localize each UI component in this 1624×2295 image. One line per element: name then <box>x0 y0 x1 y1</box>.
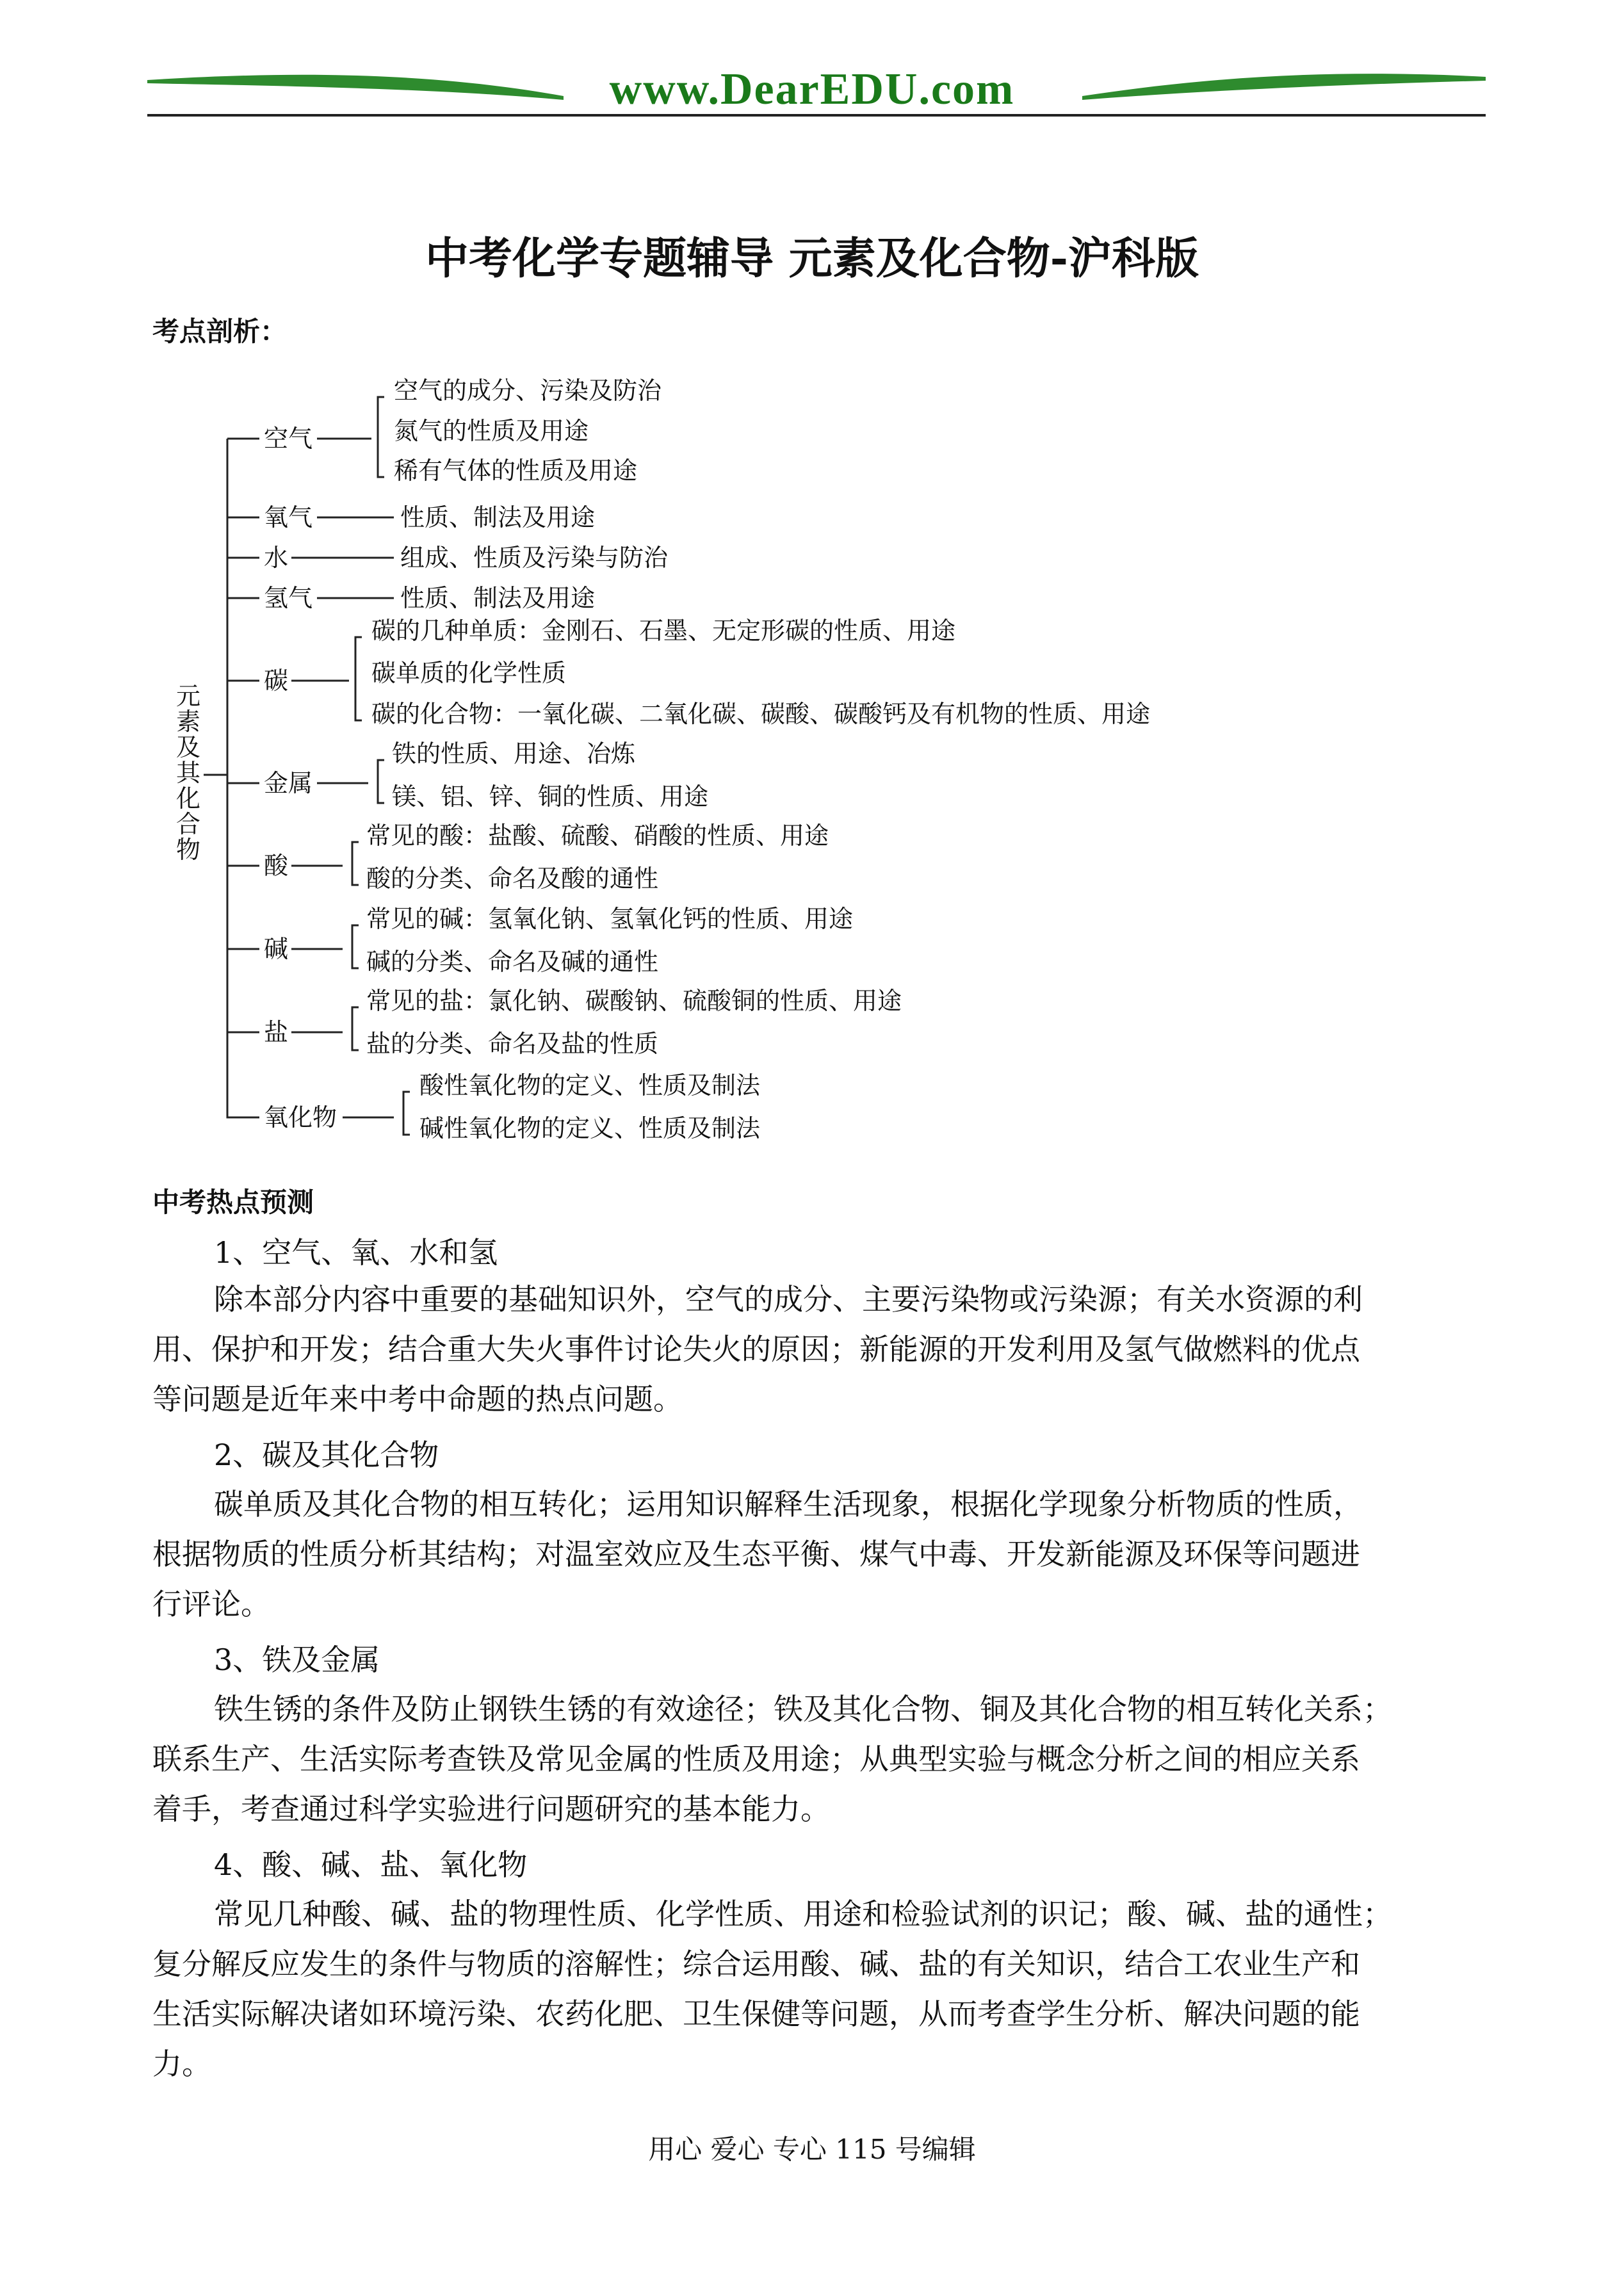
tree-root-char: 合 <box>176 810 201 838</box>
topic-paragraph-line: 力。 <box>152 2047 211 2081</box>
tree-root-char: 化 <box>176 784 201 813</box>
topic-paragraph-line: 复分解反应发生的条件与物质的溶解性；综合运用酸、碱、盐的有关知识，结合工农业生产和 <box>152 1947 1360 1981</box>
leaf-acid-2: 酸的分类、命名及酸的通性 <box>366 864 659 893</box>
topic-paragraph-line: 常见几种酸、碱、盐的物理性质、化学性质、用途和检验试剂的识记；酸、碱、盐的通性； <box>214 1897 1392 1931</box>
site-logo: www.DearEDU.com <box>609 65 1015 114</box>
branch-label-metal: 金属 <box>264 769 313 797</box>
section-heading-hotspots: 中考热点预测 <box>152 1187 314 1218</box>
topic-heading: 1、空气、氧、水和氢 <box>214 1235 498 1270</box>
tree-root-char: 素 <box>176 708 201 736</box>
branch-label-oxide: 氧化物 <box>264 1103 337 1131</box>
topic-paragraph-line: 铁生锈的条件及防止钢铁生锈的有效途径；铁及其化合物、铜及其化合物的相互转化关系； <box>214 1692 1392 1726</box>
branch-label-acid: 酸 <box>264 852 289 880</box>
section-heading-analysis: 考点剖析： <box>152 316 288 347</box>
topic-paragraph-line: 除本部分内容中重要的基础知识外，空气的成分、主要污染物或污染源；有关水资源的利 <box>214 1282 1363 1317</box>
topic-paragraph-line: 碳单质及其化合物的相互转化；运用知识解释生活现象，根据化学现象分析物质的性质， <box>214 1487 1363 1521</box>
tree-root-char: 及 <box>176 733 201 761</box>
leaf-hydrogen-1: 性质、制法及用途 <box>400 584 596 612</box>
topic-paragraph-line: 等问题是近年来中考中命题的热点问题。 <box>152 1382 683 1416</box>
topic-paragraph-line: 用、保护和开发；结合重大失火事件讨论失火的原因；新能源的开发利用及氢气做燃料的优点 <box>152 1332 1360 1366</box>
leaf-air-1: 空气的成分、污染及防治 <box>394 377 662 405</box>
topic-paragraph-line: 根据物质的性质分析其结构；对温室效应及生态平衡、煤气中毒、开发新能源及环保等问题进 <box>152 1537 1360 1571</box>
page-footer: 用心 爱心 专心 115 号编辑 <box>648 2134 976 2165</box>
branch-label-carbon: 碳 <box>264 667 289 695</box>
leaf-carbon-2: 碳单质的化学性质 <box>371 659 567 687</box>
branch-label-water: 水 <box>264 544 289 572</box>
topic-paragraph-line: 行评论。 <box>152 1587 270 1621</box>
leaf-air-3: 稀有气体的性质及用途 <box>394 457 638 485</box>
branch-label-hydrogen: 氢气 <box>264 584 313 612</box>
topic-heading: 4、酸、碱、盐、氧化物 <box>214 1847 528 1882</box>
leaf-salt-2: 盐的分类、命名及盐的性质 <box>366 1030 659 1058</box>
topic-paragraph-line: 着手，考查通过科学实验进行问题研究的基本能力。 <box>152 1792 830 1826</box>
branch-label-base: 碱 <box>264 935 289 963</box>
page-title: 中考化学专题辅导 元素及化合物-沪科版 <box>425 233 1199 284</box>
leaf-metal-2: 镁、铝、锌、铜的性质、用途 <box>392 783 709 811</box>
tree-root-char: 元 <box>176 682 201 710</box>
leaf-air-2: 氮气的性质及用途 <box>394 417 589 445</box>
branch-label-salt: 盐 <box>264 1018 289 1046</box>
topic-heading: 3、铁及金属 <box>214 1642 380 1677</box>
leaf-carbon-1: 碳的几种单质：金刚石、石墨、无定形碳的性质、用途 <box>371 617 956 645</box>
topic-paragraph-line: 联系生产、生活实际考查铁及常见金属的性质及用途；从典型实验与概念分析之间的相应关系 <box>152 1742 1360 1776</box>
leaf-base-2: 碱的分类、命名及碱的通性 <box>366 948 659 976</box>
leaf-carbon-3: 碳的化合物：一氧化碳、二氧化碳、碳酸、碳酸钙及有机物的性质、用途 <box>371 700 1151 728</box>
leaf-acid-1: 常见的酸：盐酸、硫酸、硝酸的性质、用途 <box>366 822 829 850</box>
leaf-oxygen-1: 性质、制法及用途 <box>400 503 596 531</box>
branch-label-oxygen: 氧气 <box>264 503 313 531</box>
leaf-salt-1: 常见的盐：氯化钠、碳酸钠、硫酸铜的性质、用途 <box>366 987 902 1015</box>
leaf-water-1: 组成、性质及污染与防治 <box>400 544 669 572</box>
tree-root-char: 其 <box>176 759 201 787</box>
leaf-base-1: 常见的碱：氢氧化钠、氢氧化钙的性质、用途 <box>366 905 854 933</box>
leaf-oxide-2: 碱性氧化物的定义、性质及制法 <box>419 1114 761 1142</box>
tree-root-char: 物 <box>176 836 201 864</box>
leaf-oxide-1: 酸性氧化物的定义、性质及制法 <box>419 1071 761 1099</box>
leaf-metal-1: 铁的性质、用途、冶炼 <box>392 740 636 768</box>
topic-paragraph-line: 生活实际解决诸如环境污染、农药化肥、卫生保健等问题，从而考查学生分析、解决问题的能 <box>152 1997 1360 2031</box>
branch-label-air: 空气 <box>264 425 313 453</box>
topic-heading: 2、碳及其化合物 <box>214 1438 439 1472</box>
